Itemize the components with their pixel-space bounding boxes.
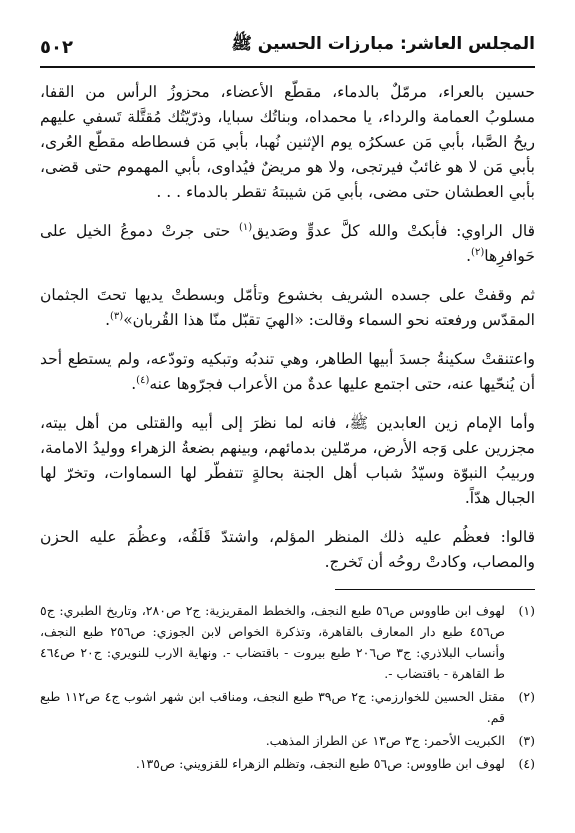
paragraph-text: وأما الإمام زين العابدين ﷺ، فانه لما نظرَ إلى أبيه والقتلى من أهل بيته، مجزرين على وَجه الأرض، مرمّلين بدمائهم، وبينهم بضعةُ الزهراء ووليدُ الامامة، وربيبُ النبوّة وسيّدُ شباب أهل الجنة بحالةٍ تتفطّر لها السماوات، وتخرّ لها الجبال هدّاً. — [40, 414, 535, 507]
footnotes — [40, 600, 535, 774]
paragraph-text: حسين بالعراء، مرمّلٌ بالدماء، مقطّع الأعضاء، محزوزُ الرأس من القفا، مسلوبُ العمامة والرداء، يا محمداه، وبناتُك سبايا، وذرّيّتُك مُقتَّلة تَسفي عليهم ريحُ الصَّبا، بأبي مَن عسكرُه يوم الإثنين نُهبا، بأبي مَن فسطاطه مقطّع العُرى، بأبي مَن لا هو غائبٌ فيرتجى، ولا هو مريضٌ فيُداوى، بأبي المهموم حتى قضى، بأبي العطشان حتى مضى، بأبي مَن شيبتهُ تقطر بالدماء . . . — [40, 83, 535, 201]
footnote-text: لهوف ابن طاووس ص٥٦ طبع النجف، والخطط المقريزية: ج٢ ص٢٨٠، وتاريخ الطبري: ج٥ ص٤٥٦ طبع دار المعارف بالقاهرة، وتذكرة الخواص لابن الجوزي: ص٢٥٦ طبع النجف، وأنساب البلاذري: ج٣ ص٢٠٦ طبع بيروت - باقتضاب -. ونهاية الارب للنويري: ج٢٠ ص٤٦٤ ط القاهرة - باقتضاب -. — [40, 603, 506, 681]
footnote-text: لهوف ابن طاووس: ص٥٦ طبع النجف، وتظلم الزهراء للقزويني: ص١٣٥. — [135, 756, 505, 771]
footnote-item — [40, 730, 535, 751]
header-rule — [40, 66, 535, 68]
footnote-ref[interactable]: (٣) — [110, 310, 124, 322]
footnote-number: (١) — [518, 603, 535, 618]
footnote-ref[interactable]: (١) — [238, 221, 253, 233]
footnote-ref[interactable]: (٤) — [136, 374, 150, 386]
footnote-item — [40, 753, 535, 774]
footnote-number: (٣) — [518, 733, 535, 748]
paragraph-1 — [40, 80, 535, 205]
paragraph-text: قال الراوي: فأبكتْ والله كلَّ عدوٍّ وصَديق — [252, 222, 536, 240]
footnote-rule — [335, 589, 535, 590]
footnote-item — [40, 600, 535, 684]
page-number: ٥٠٢ — [40, 37, 73, 58]
footnote-text: الكبريت الأحمر: ج٣ ص١٣ عن الطراز المذهب. — [265, 733, 505, 748]
paragraph-2: قال الراوي: فأبكتْ والله كلَّ عدوٍّ وصَديق$^{(١)}$ حتى جرتْ دموعُ الخيل على حَوافرِها$^{(٢)}$. — [40, 221, 536, 265]
paragraph-text: ثم وقفتْ على جسده الشريف بخشوع وتأمّل وبسطتْ يديها تحتَ الجثمان المقدّس ورفعته نحو السماء وقالت: «الهيَ تقبّل منّا هذا القُربان» — [40, 286, 535, 329]
paragraph-4: واعتنقتْ سكينةُ جسدَ أبيها الطاهر، وهي تندبُه وتبكيه وتودّعه، ولم يستطع أحد أن يُنحّيها عنه، حتى اجتمع عليها عدةٌ من الأعراب فجرّوها عنه$^{(٤)}$. — [40, 350, 535, 393]
running-header — [40, 28, 535, 58]
footnote-number: (٤) — [518, 756, 535, 771]
footnote-number: (٢) — [518, 689, 535, 704]
body-text — [40, 80, 535, 575]
paragraph-3: ثم وقفتْ على جسده الشريف بخشوع وتأمّل وبسطتْ يديها تحتَ الجثمان المقدّس ورفعته نحو السماء وقالت: «الهيَ تقبّل منّا هذا القُربان»$^{(٣)}$. — [40, 286, 535, 329]
paragraph-text: قالوا: فعظُم عليه ذلك المنظر المؤلم، واشتدّ قَلَقُه، وعظُمَ عليه الحزن والمصاب، وكادتْ روحُه أن تَخرج. — [40, 528, 535, 571]
footnote-item — [40, 686, 535, 728]
footnote-ref[interactable]: (٢) — [471, 246, 485, 258]
paragraph-6 — [40, 525, 535, 575]
footnote-text: مقتل الحسين للخوارزمي: ج٢ ص٣٩ طبع النجف، ومناقب ابن شهر اشوب ج٤ ص١١٢ طبع قم. — [40, 689, 505, 725]
paragraph-text: حتى جرتْ دموعُ الخيل على حَوافرِها — [40, 222, 535, 265]
paragraph-text: واعتنقتْ سكينةُ جسدَ أبيها الطاهر، وهي تندبُه وتبكيه وتودّعه، ولم يستطع أحد أن يُنحّيها عنه، حتى اجتمع عليها عدةٌ من الأعراب فجرّوها عنه — [40, 350, 535, 393]
chapter-title: المجلس العاشر: مبارزات الحسين ﷺ — [231, 34, 535, 54]
paragraph-5 — [40, 411, 535, 511]
